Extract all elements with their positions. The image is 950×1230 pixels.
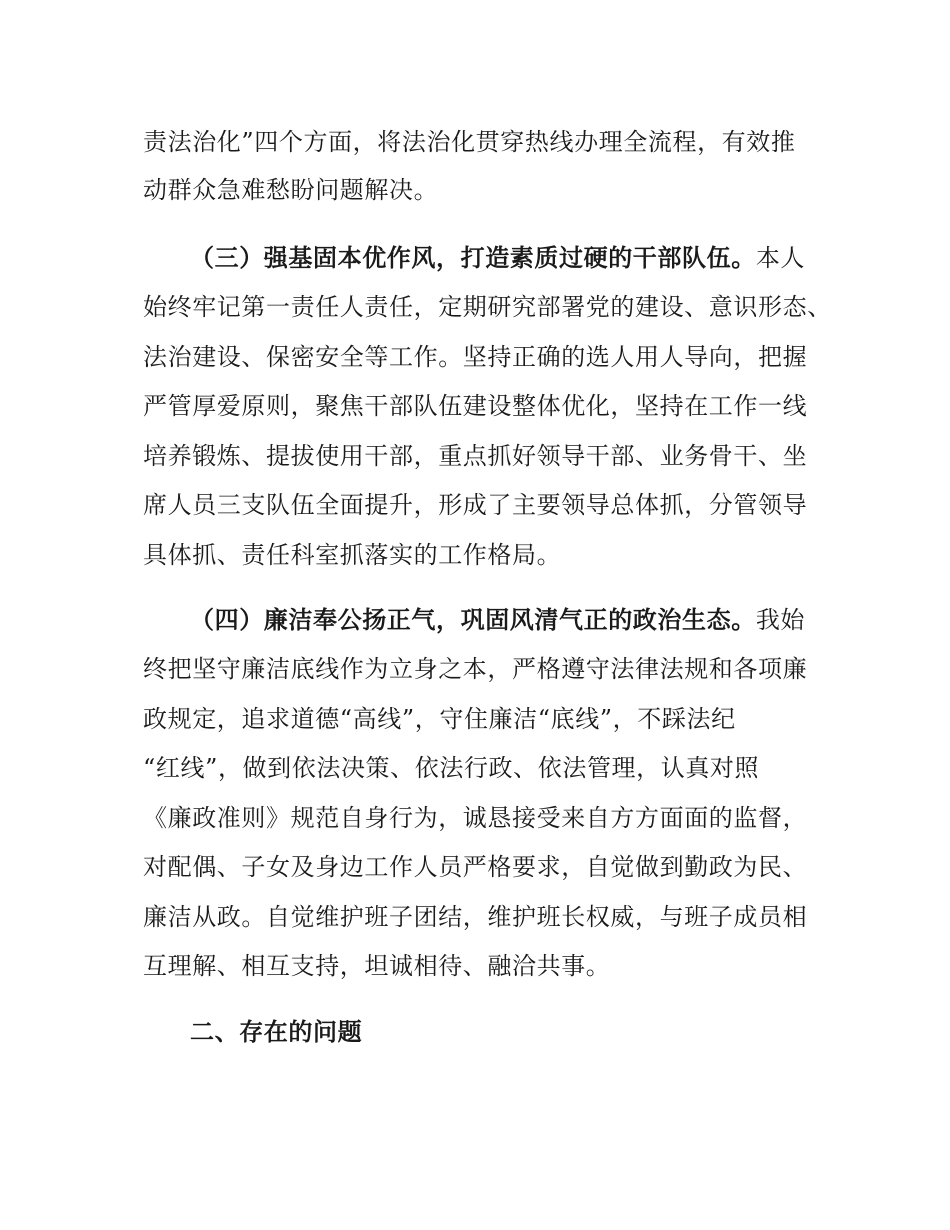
- paragraph-heading: （四）廉洁奉公扬正气，巩固风清气正的政治生态。: [190, 606, 756, 634]
- paragraph-line: 责法治化”四个方面，将法治化贯穿热线办理全流程，有效推: [143, 128, 796, 156]
- paragraph-line: 法治建设、保密安全等工作。坚持正确的选人用人导向，把握: [143, 343, 808, 371]
- paragraph-line: 廉洁从政。自觉维护班子团结，维护班长权威，与班子成员相: [143, 903, 808, 931]
- paragraph-line: 具体抓、责任科室抓落实的工作格局。: [143, 541, 562, 569]
- paragraph-line: 培养锻炼、提拔使用干部，重点抓好领导干部、业务骨干、坐: [143, 442, 808, 470]
- paragraph-line: 政规定，追求道德“高线”，守住廉洁“底线”，不踩法纪: [143, 705, 736, 733]
- paragraph-line: 互理解、相互支持，坦诚相待、融洽共事。: [143, 952, 611, 980]
- paragraph-first-line: [0, 598, 950, 642]
- paragraph-line: 始终牢记第一责任人责任，定期研究部署党的建设、意识形态、: [143, 293, 832, 321]
- paragraph-line: 严管厚爱原则，聚焦干部队伍建设整体优化，坚持在工作一线: [143, 392, 808, 420]
- paragraph-line: 对配偶、子女及身边工作人员严格要求，自觉做到勤政为民、: [143, 853, 808, 881]
- paragraph-line: 终把坚守廉洁底线作为立身之本，严格遵守法律法规和各项廉: [143, 655, 808, 683]
- paragraph-line: “红线”，做到依法决策、依法行政、依法管理，认真对照: [143, 754, 760, 782]
- paragraph-heading: （三）强基固本优作风，打造素质过硬的干部队伍。: [190, 244, 756, 272]
- paragraph-first-line: [0, 236, 950, 280]
- paragraph-text: 本人: [755, 244, 806, 272]
- paragraph-line: 席人员三支队伍全面提升，形成了主要领导总体抓，分管领导: [143, 491, 808, 519]
- paragraph-line: 动群众急难愁盼问题解决。: [143, 176, 439, 204]
- section-heading: 二、存在的问题: [190, 1018, 363, 1046]
- paragraph-text: 我始: [755, 606, 806, 634]
- paragraph-line: 《廉政准则》规范自身行为，诚恳接受来自方方面面的监督，: [143, 804, 808, 832]
